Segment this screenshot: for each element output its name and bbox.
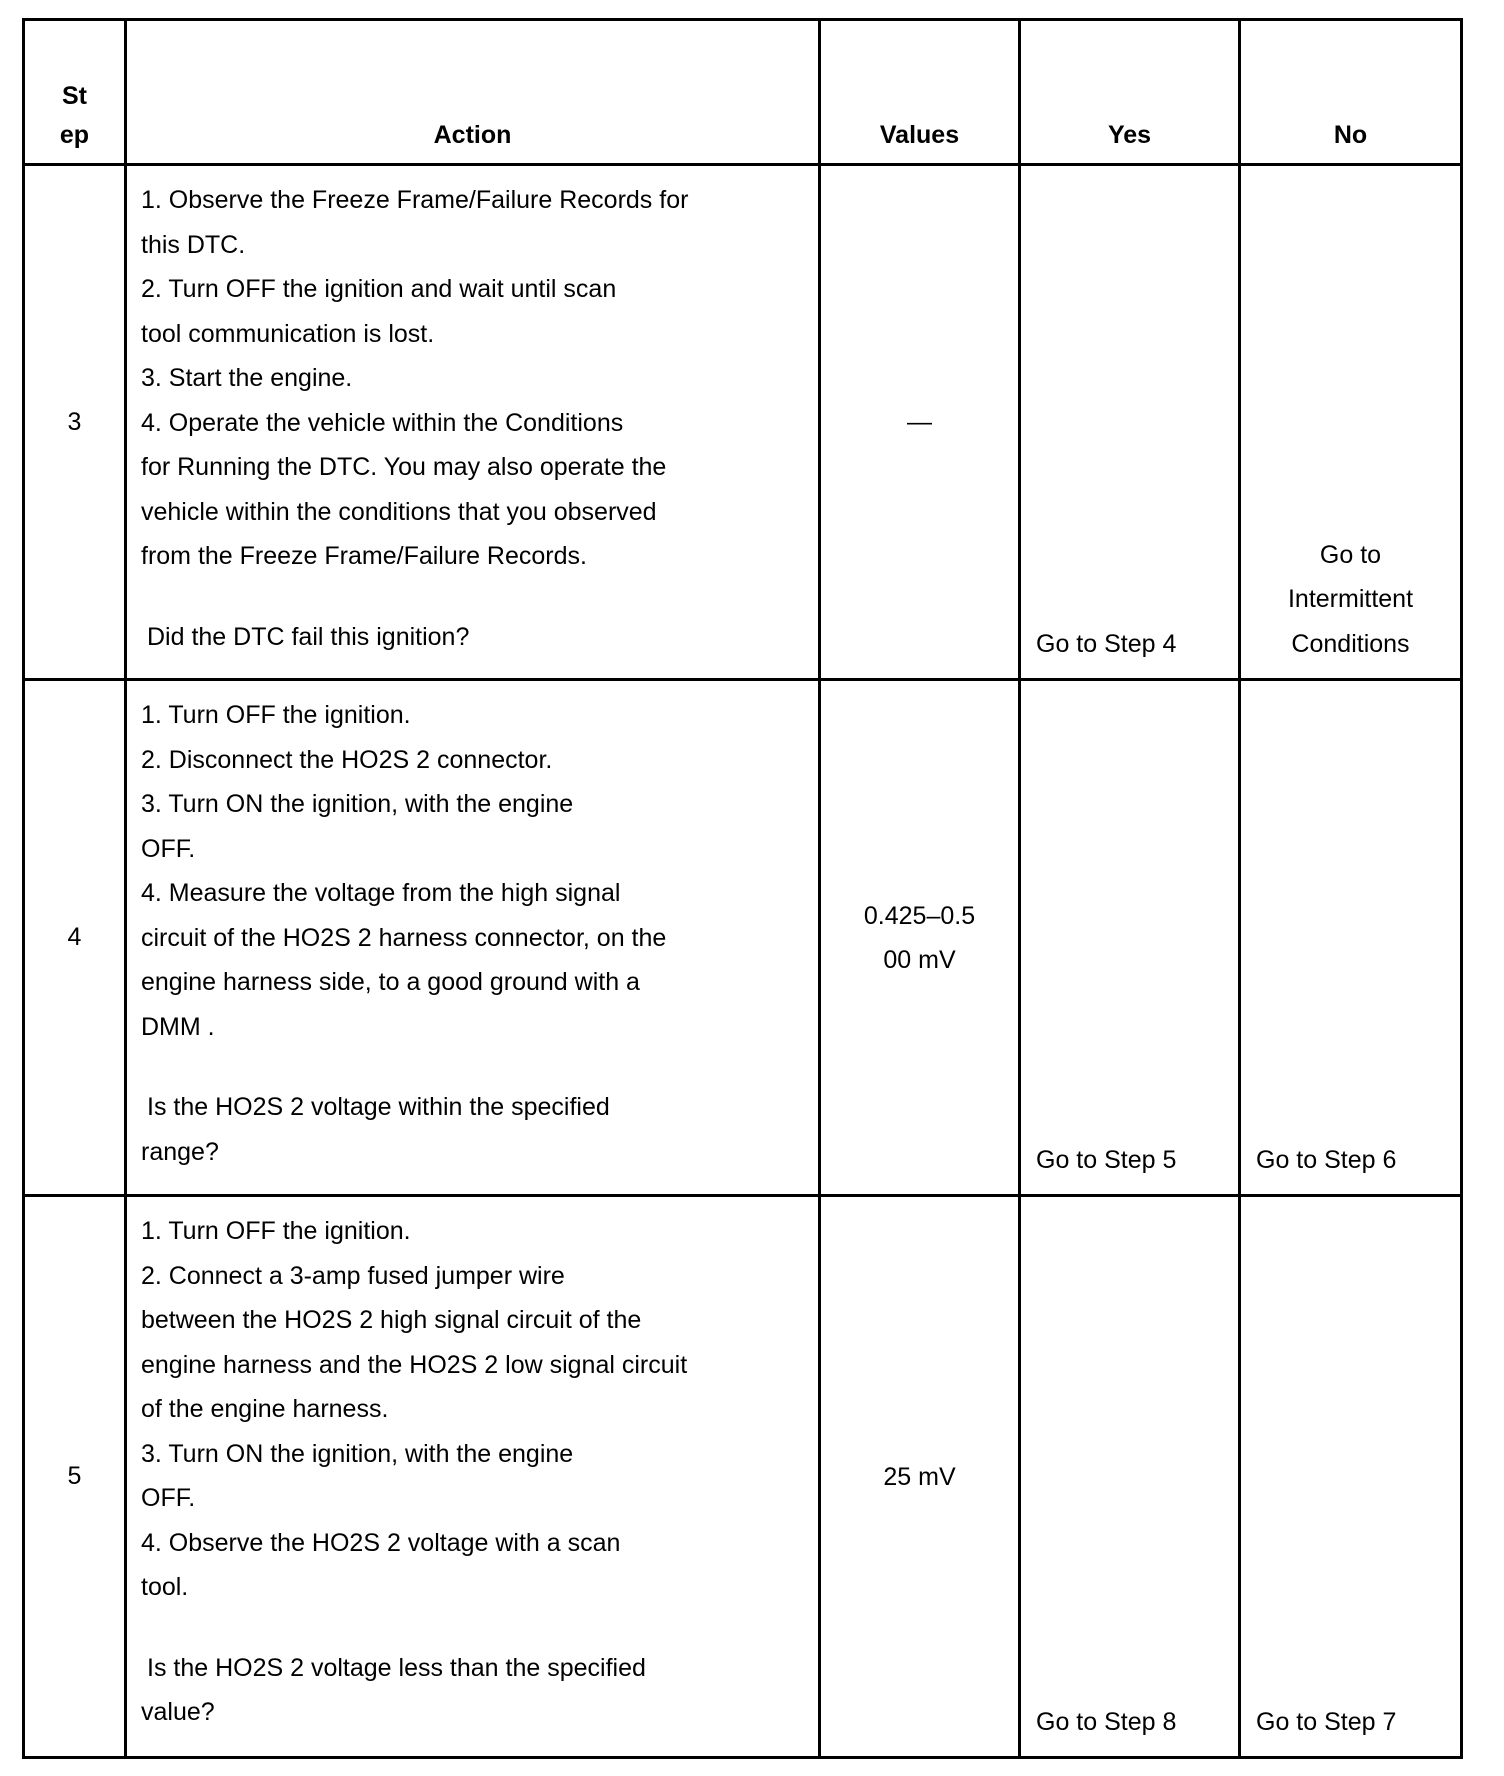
action-cell: [126, 680, 820, 1196]
action-line: OFF.: [141, 1484, 196, 1512]
action-line: 1. Observe the Freeze Frame/Failure Records for: [141, 186, 689, 214]
no-cell: [1240, 680, 1462, 1196]
action-line: 1. Turn OFF the ignition.: [141, 1217, 411, 1245]
yes-cell: [1020, 1196, 1240, 1758]
no-cell: [1240, 1196, 1462, 1758]
step-number: 4: [67, 923, 82, 952]
no-action: Go to: [1319, 540, 1382, 569]
action-line: engine harness side, to a good ground with a: [141, 968, 640, 996]
action-line: tool.: [141, 1573, 189, 1601]
header-step-line: St: [62, 82, 87, 110]
action-line: 2. Disconnect the HO2S 2 connector.: [141, 745, 553, 774]
action-line: DMM .: [141, 1012, 215, 1041]
no-action: Go to Step 6: [1256, 1145, 1397, 1174]
header-step-line: ep: [59, 121, 90, 149]
action-question: Is the HO2S 2 voltage less than the specified: [147, 1653, 646, 1682]
action-line: for Running the DTC. You may also operate the: [141, 453, 667, 481]
header-values: Values: [820, 20, 1020, 165]
action-line: 3. Turn ON the ignition, with the engine: [141, 1439, 574, 1468]
step-cell: [24, 165, 126, 680]
header-no: No: [1240, 20, 1462, 165]
yes-action: Go to Step 5: [1036, 1145, 1177, 1174]
header-action: Action: [126, 20, 820, 165]
action-line: OFF.: [141, 834, 196, 863]
values-line: 25 mV: [883, 1462, 956, 1491]
no-action: Go to Step 7: [1256, 1707, 1397, 1736]
action-line: 4. Observe the HO2S 2 voltage with a scan: [141, 1528, 621, 1557]
action-question: Is the HO2S 2 voltage within the specified: [147, 1093, 610, 1121]
action-line: between the HO2S 2 high signal circuit of the: [141, 1306, 642, 1334]
yes-cell: [1020, 680, 1240, 1196]
values-line: 0.425–0.5: [863, 901, 976, 930]
action-line: 3. Turn ON the ignition, with the engine: [141, 790, 574, 818]
action-line: 2. Connect a 3-amp fused jumper wire: [141, 1261, 565, 1290]
step-cell: [24, 1196, 126, 1758]
action-line: this DTC.: [141, 230, 246, 259]
diagnostic-table-frame: [22, 18, 1463, 1759]
action-line: of the engine harness.: [141, 1395, 389, 1423]
action-question: value?: [141, 1698, 215, 1726]
table-row: [24, 165, 1462, 680]
table-row: [24, 1196, 1462, 1758]
values-line: —: [907, 408, 932, 436]
yes-action: Go to Step 8: [1036, 1707, 1177, 1736]
yes-action: Go to Step 4: [1036, 629, 1177, 658]
step-number: 5: [67, 1462, 82, 1491]
no-cell: [1240, 165, 1462, 680]
action-line: circuit of the HO2S 2 harness connector, on the: [141, 923, 667, 952]
values-line: 00 mV: [883, 945, 956, 974]
no-action: Conditions: [1291, 629, 1410, 658]
diagnostic-table: [22, 18, 1463, 1759]
no-action: Intermittent: [1287, 585, 1414, 613]
table-row: [24, 680, 1462, 1196]
action-cell: [126, 165, 820, 680]
step-number: 3: [67, 407, 82, 436]
action-line: 3. Start the engine.: [141, 364, 353, 392]
values-cell: [820, 1196, 1020, 1758]
action-line: 4. Operate the vehicle within the Conditions: [141, 408, 624, 437]
step-cell: [24, 680, 126, 1196]
action-question: Did the DTC fail this ignition?: [147, 622, 470, 651]
action-question: range?: [141, 1137, 219, 1166]
header-step: [24, 20, 126, 165]
header-row: [24, 20, 1462, 165]
action-line: vehicle within the conditions that you observed: [141, 497, 657, 526]
header-yes: Yes: [1020, 20, 1240, 165]
values-cell: [820, 680, 1020, 1196]
action-line: from the Freeze Frame/Failure Records.: [141, 542, 587, 570]
yes-cell: [1020, 165, 1240, 680]
action-line: 4. Measure the voltage from the high signal: [141, 879, 621, 907]
action-line: tool communication is lost.: [141, 319, 435, 348]
action-line: 1. Turn OFF the ignition.: [141, 701, 411, 729]
action-cell: [126, 1196, 820, 1758]
action-line: engine harness and the HO2S 2 low signal circuit: [141, 1350, 688, 1379]
action-line: 2. Turn OFF the ignition and wait until scan: [141, 275, 617, 303]
values-cell: [820, 165, 1020, 680]
